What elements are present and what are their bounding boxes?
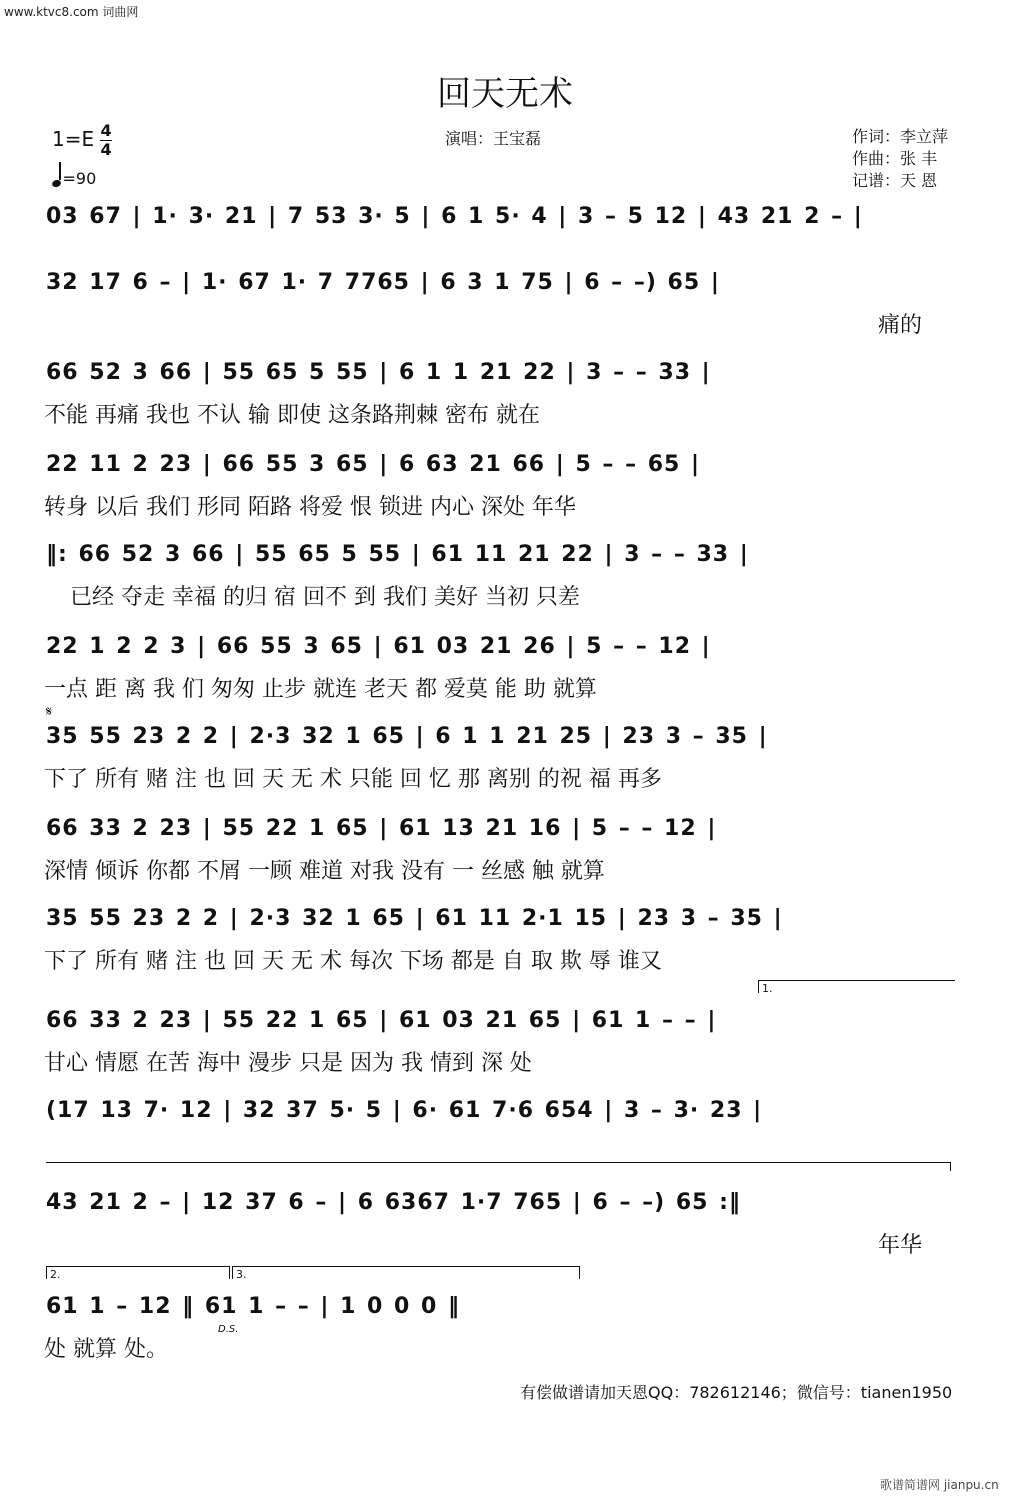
composer: 作曲：张 丰: [852, 149, 938, 168]
score-row-4: 22 11 2 23 | 66 55 3 65 | 6 63 21 66 | 5 – – 65 |: [46, 452, 701, 477]
score-row-13: 61 1 – 12 ‖ 61 1 – – | 1 0 0 0 ‖: [46, 1294, 460, 1319]
ds-marker: D.S.: [218, 1324, 239, 1335]
time-signature: [100, 122, 111, 159]
score-row-1: 03 67 | 1· 3· 21 | 7 53 3· 5 | 6 1 5· 4 | 3 – 5 12 | 43 21 2 – |: [46, 204, 863, 229]
score-row-5: ‖: 66 52 3 66 | 55 65 5 55 | 61 11 21 22 | 3 – – 33 |: [46, 542, 749, 567]
transcriber: 记谱：天 恩: [852, 171, 938, 190]
watermark: www.ktvc8.com 词曲网: [4, 5, 139, 19]
key-signature: [52, 122, 112, 159]
singer: 演唱：王宝磊: [445, 129, 542, 148]
ending-2-bracket: [46, 1266, 230, 1279]
interlude-bracket: [46, 1162, 951, 1171]
ending-3-bracket: [232, 1266, 580, 1279]
score-row-8: 66 33 2 23 | 55 22 1 65 | 61 13 21 16 | 5 – – 12 |: [46, 816, 717, 841]
lyrics-row-7: 下了 所有 赌 注 也 回 天 无 术 只能 回 忆 那 离别 的祝 福 再多: [44, 767, 662, 792]
score-row-2: 32 17 6 – | 1· 67 1· 7 7765 | 6 3 1 75 | 6 – –) 65 |: [46, 270, 720, 295]
segno-sign: 𝄋: [46, 704, 53, 720]
time-signature-bottom: 4: [100, 140, 112, 159]
tempo-value: =90: [62, 169, 97, 188]
quarter-note-icon: [51, 179, 62, 189]
score-row-11: (17 13 7· 12 | 32 37 5· 5 | 6· 61 7·6 654 | 3 – 3· 23 |: [46, 1098, 763, 1123]
ending-2-label: 2.: [50, 1268, 61, 1281]
score-row-10: 66 33 2 23 | 55 22 1 65 | 61 03 21 65 | 61 1 – – |: [46, 1008, 717, 1033]
score-row-3: 66 52 3 66 | 55 65 5 55 | 6 1 1 21 22 | 3 – – 33 |: [46, 360, 711, 385]
lyrics-row-8: 深情 倾诉 你都 不屑 一顾 难道 对我 没有 一 丝感 触 就算: [44, 859, 605, 884]
ending-3-label: 3.: [236, 1268, 247, 1281]
lyricist: 作词：李立萍: [852, 127, 949, 146]
footer-note: 有偿做谱请加天恩QQ：782612146；微信号：tianen1950: [520, 1383, 953, 1402]
score-row-12: 43 21 2 – | 12 37 6 – | 6 6367 1·7 765 | 6 – –) 65 :‖: [46, 1190, 741, 1215]
ending-1-label: 1.: [762, 982, 773, 995]
lyrics-row-6: 一点 距 离 我 们 匆匆 止步 就连 老天 都 爱莫 能 助 就算: [44, 677, 597, 702]
lyrics-row-12: 年华: [878, 1233, 923, 1258]
song-title: 回天无术: [437, 74, 573, 114]
site-mark: 歌谱简谱网 jianpu.cn: [880, 1478, 999, 1492]
lyrics-row-2: 痛的: [878, 313, 923, 338]
tempo: [52, 166, 96, 188]
lyrics-row-13: 处 就算 处。: [44, 1337, 168, 1362]
lyrics-row-5: 已经 夺走 幸福 的归 宿 回不 到 我们 美好 当初 只差: [70, 585, 580, 610]
lyrics-row-10: 甘心 情愿 在苦 海中 漫步 只是 因为 我 情到 深 处: [44, 1051, 532, 1076]
score-row-9: 35 55 23 2 2 | 2·3 32 1 65 | 61 11 2·1 15 | 23 3 – 35 |: [46, 906, 783, 931]
score-row-7: 35 55 23 2 2 | 2·3 32 1 65 | 6 1 1 21 25 | 23 3 – 35 |: [46, 724, 768, 749]
credits: [852, 126, 948, 192]
lyrics-row-4: 转身 以后 我们 形同 陌路 将爱 恨 锁进 内心 深处 年华: [44, 495, 576, 520]
lyrics-row-9: 下了 所有 赌 注 也 回 天 无 术 每次 下场 都是 自 取 欺 辱 谁又: [44, 949, 662, 974]
time-signature-top: 4: [100, 121, 112, 140]
note-stem-icon: [59, 162, 61, 180]
key-label: 1=E: [52, 127, 95, 151]
lyrics-row-3: 不能 再痛 我也 不认 输 即使 这条路荆棘 密布 就在: [44, 403, 540, 428]
ending-1-bracket: [758, 980, 955, 993]
score-row-6: 22 1 2 2 3 | 66 55 3 65 | 61 03 21 26 | 5 – – 12 |: [46, 634, 711, 659]
